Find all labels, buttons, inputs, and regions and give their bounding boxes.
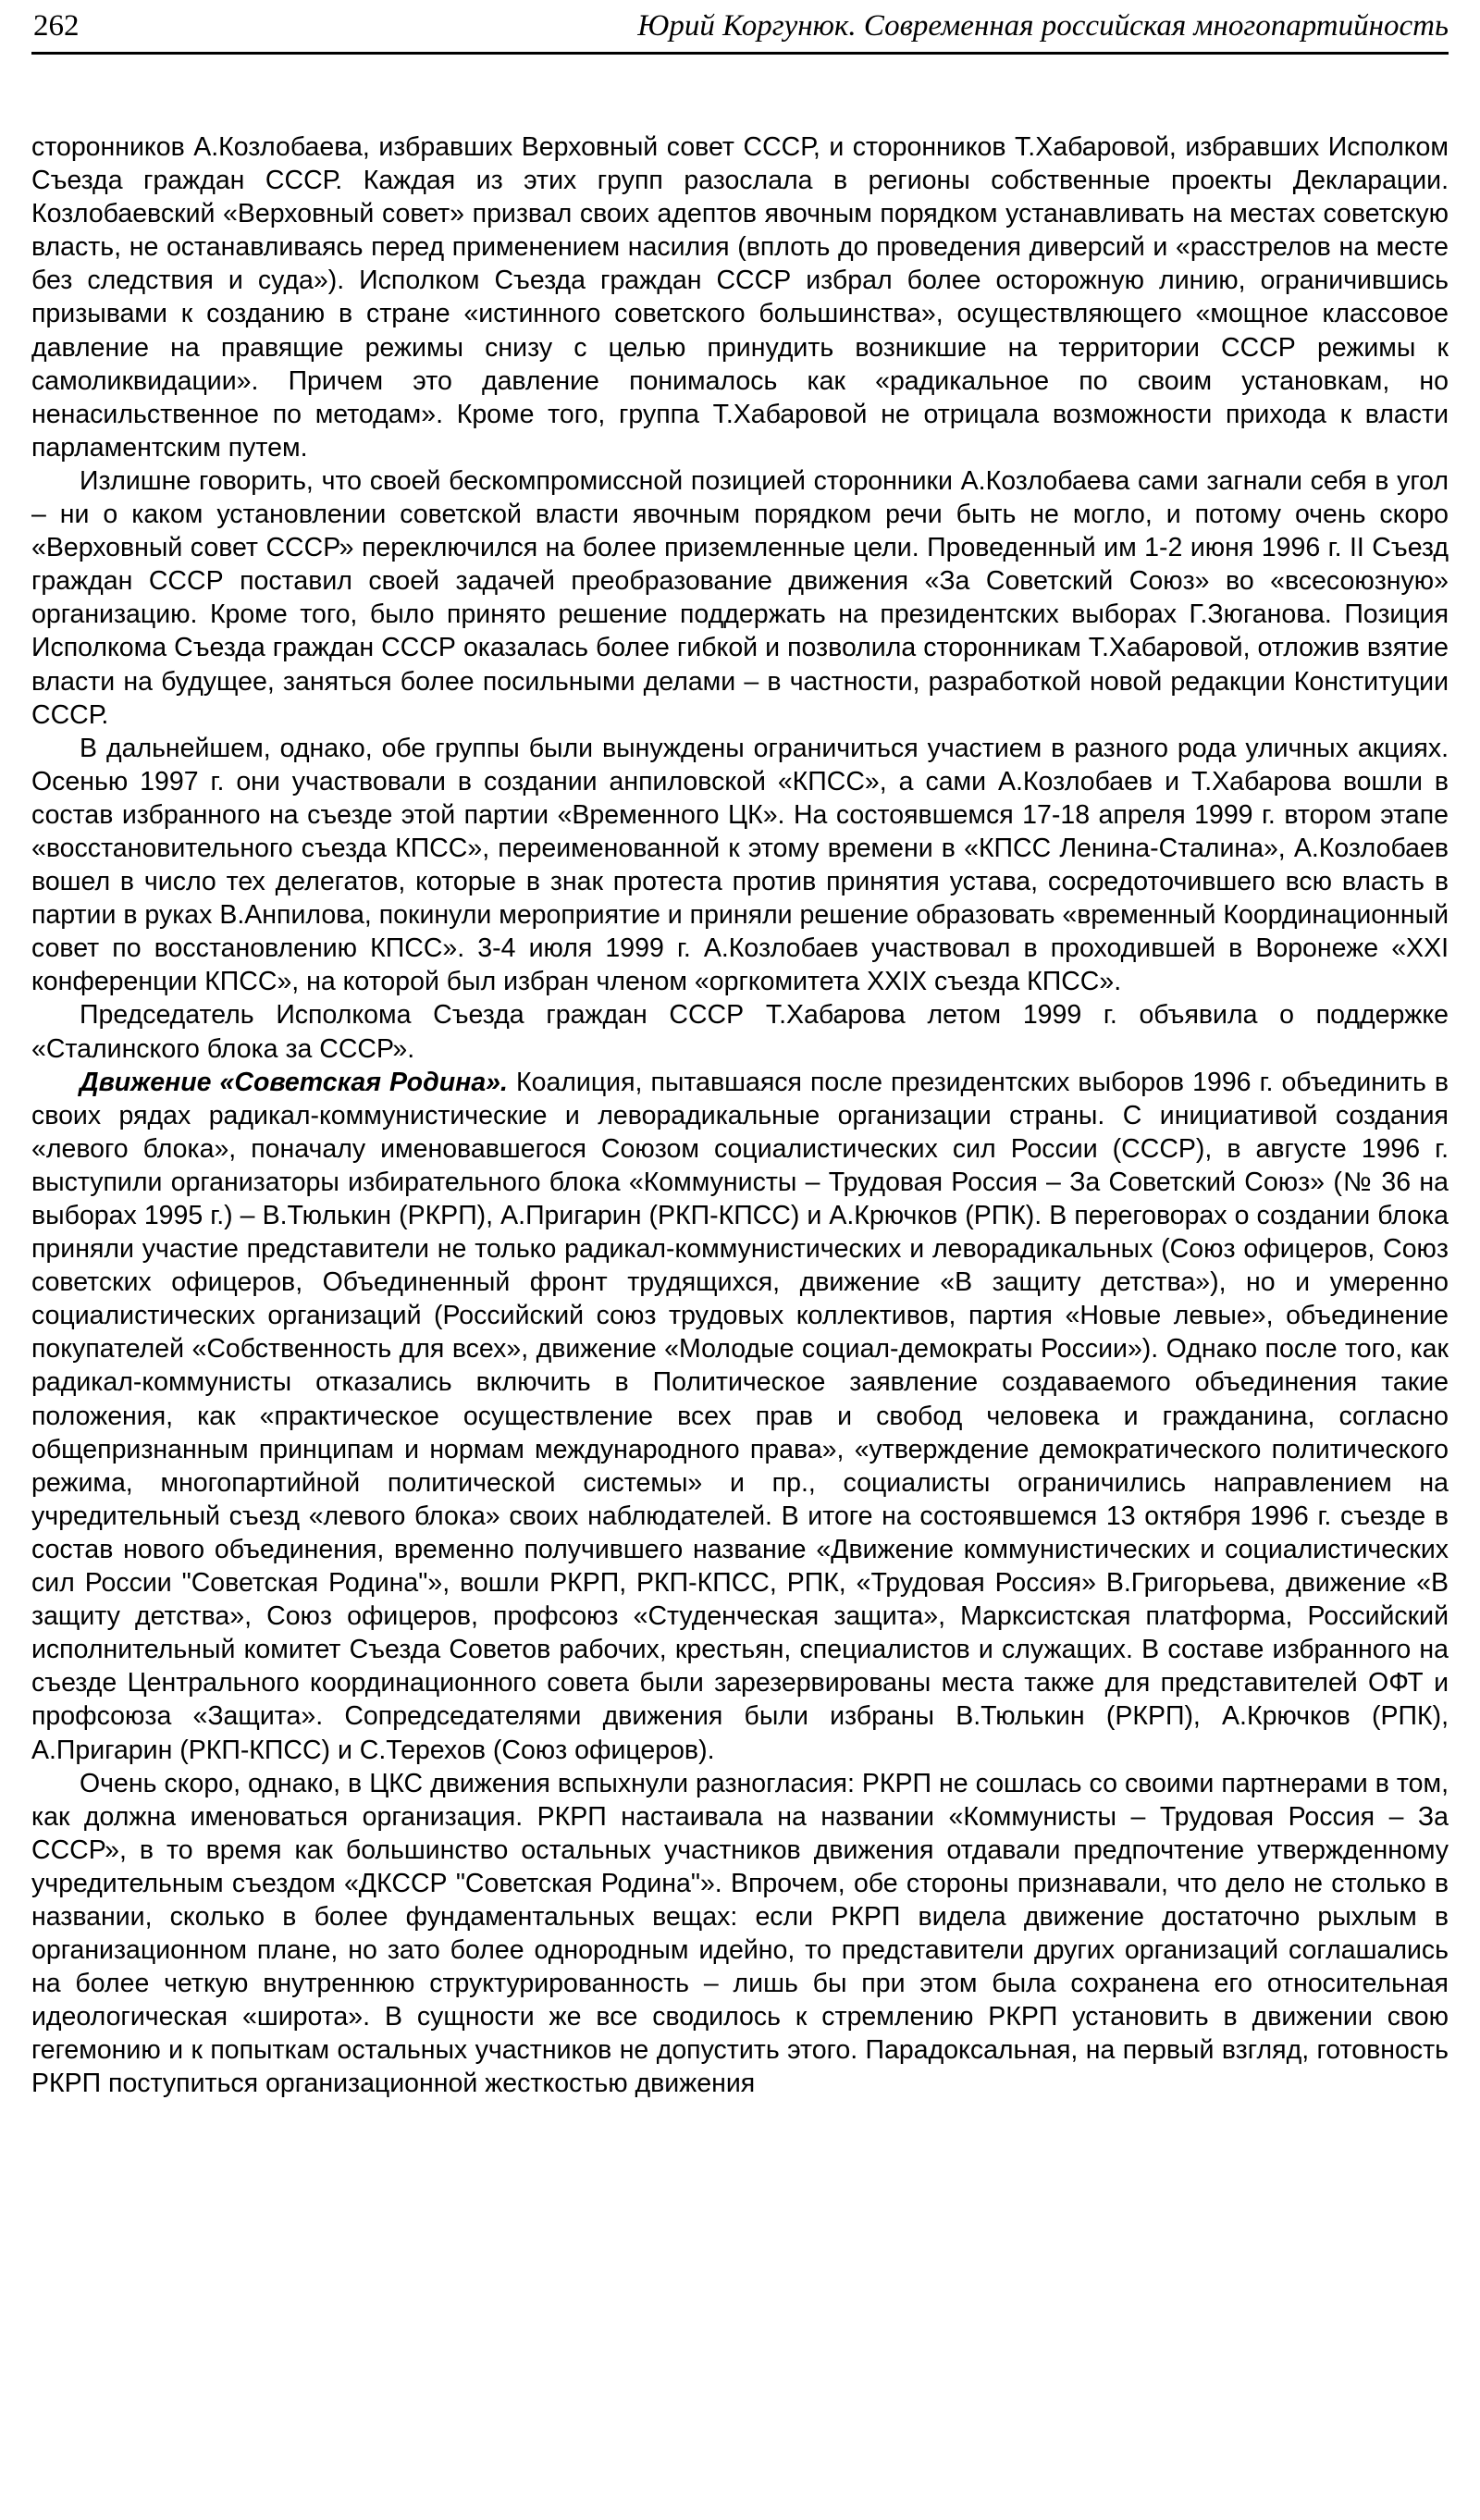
paragraph-3 (31, 732, 1449, 999)
document-page (31, 7, 1449, 2101)
section-heading: Движение «Советская Родина». (80, 1067, 508, 1097)
paragraph-5 (31, 1066, 1449, 1767)
paragraph-6 (31, 1767, 1449, 2101)
running-title: Юрий Коргунюк. Современная российская многопартийность (637, 9, 1449, 43)
paragraph-1 (31, 130, 1449, 464)
paragraph-4-text: Председатель Исполкома Съезда граждан СССР Т.Хабарова летом 1999 г. объявила о поддержке «Сталинского блока за СССР». (31, 1000, 1449, 1064)
paragraph-5-text: Коалиция, пытавшаяся после президентских выборов 1996 г. объединить в своих рядах радикал-коммунистические и леворадикальные организации страны. С инициативой создания «левого блока», поначалу именовавшегося Союзом социалистических сил России (СССР), в августе 1996 г. выступили организаторы избирательного блока «Коммунисты – Трудовая Россия – За Советский Союз» (№ 36 на выборах 1995 г.) – В.Тюлькин (РКРП), А.Пригарин (РКП-КПСС) и А.Крючков (РПК). В переговорах о создании блока приняли участие представители не только радикал-коммунистических и леворадикальных (Союз офицеров, Союз советских офицеров, Объединенный фронт трудящихся, движение «В защиту детства»), но и умеренно социалистических организаций (Российский союз трудовых коллективов, партия «Новые левые», объединение покупателей «Собственность для всех», движение «Молодые социал-демократы России»). Однако после того, как радикал-коммунисты отказались включить в Политическое заявление создаваемого объединения такие положения, как «практическое осуществление всех прав и свобод человека и гражданина, согласно общепризнанным принципам и нормам международного права», «утверждение демократического политического режима, многопартийной политической системы» и пр., социалисты ограничились направлением на учредительный съезд «левого блока» своих наблюдателей. В итоге на состоявшемся 13 октября 1996 г. съезде в состав нового объединения, временно получившего название «Движение коммунистических и социалистических сил России "Советская Родина"», вошли РКРП, РКП-КПСС, РПК, «Трудовая Россия» В.Григорьева, движение «В защиту детства», Союз офицеров, профсоюз «Студенческая защита», Марксистская платформа, Российский исполнительный комитет Съезда Советов рабочих, крестьян, специалистов и служащих. В составе избранного на съезде Центрального координационного совета были зарезервированы места также для представителей ОФТ и профсоюза «Защита». Сопредседателями движения были избраны В.Тюлькин (РКРП), А.Крючков (РПК), А.Пригарин (РКП-КПСС) и С.Терехов (Союз офицеров). (31, 1067, 1449, 1765)
paragraph-3-text: В дальнейшем, однако, обе группы были вынуждены ограничиться участием в разного рода уличных акциях. Осенью 1997 г. они участвовали в создании анпиловской «КПСС», а сами А.Козлобаев и Т.Хабарова вошли в состав избранного на съезде этой партии «Временного ЦК». На состоявшемся 17-18 апреля 1999 г. втором этапе «восстановительного съезда КПСС», переименованной к этому времени в «КПСС Ленина-Сталина», А.Козлобаев вошел в число тех делегатов, которые в знак протеста против принятия устава, сосредоточившего всю власть в партии в руках В.Анпилова, покинули мероприятие и приняли решение образовать «временный Координационный совет по восстановлению КПСС». 3-4 июля 1999 г. А.Козлобаев участвовал в проходившей в Воронеже «XXI конференции КПСС», на которой был избран членом «оргкомитета XXIX съезда КПСС». (31, 733, 1449, 997)
page-number: 262 (33, 9, 80, 43)
paragraph-4 (31, 998, 1449, 1065)
paragraph-6-text: Очень скоро, однако, в ЦКС движения вспыхнули разногласия: РКРП не сошлась со своими партнерами в том, как должна именоваться организация. РКРП настаивала на названии «Коммунисты – Трудовая Россия – За СССР», в то время как большинство остальных участников движения отдавали предпочтение утвержденному учредительным съездом «ДКССР "Советская Родина"». Впрочем, обе стороны признавали, что дело не столько в названии, сколько в более фундаментальных вещах: если РКРП видела движение достаточно рыхлым в организационном плане, но зато более однородным идейно, то представители других организаций соглашались на более четкую внутреннюю структурированность – лишь бы при этом была сохранена его относительная идеологическая «широта». В сущности же все сводилось к стремлению РКРП установить в движении свою гегемонию и к попыткам остальных участников не допустить этого. Парадоксальная, на первый взгляд, готовность РКРП поступиться организационной жесткостью движения (31, 1768, 1449, 2099)
paragraph-1-text: сторонников А.Козлобаева, избравших Верховный совет СССР, и сторонников Т.Хабаровой, избравших Исполком Съезда граждан СССР. Каждая из этих групп разослала в регионы собственные проекты Декларации. Козлобаевский «Верховный совет» призвал своих адептов явочным порядком устанавливать на местах советскую власть, не останавливаясь перед применением насилия (вплоть до проведения диверсий и «расстрелов на месте без следствия и суда»). Исполком Съезда граждан СССР избрал более осторожную линию, ограничившись призывами к созданию в стране «истинного советского большинства», осуществляющего «мощное классовое давление на правящие режимы снизу с целью принудить возникшие на территории СССР режимы к самоликвидации». Причем это давление понималось как «радикальное по своим установкам, но ненасильственное по методам». Кроме того, группа Т.Хабаровой не отрицала возможности прихода к власти парламентским путем. (31, 132, 1449, 463)
paragraph-2 (31, 464, 1449, 732)
body-text (31, 130, 1449, 2101)
page-header (31, 7, 1449, 55)
paragraph-2-text: Излишне говорить, что своей бескомпромиссной позицией сторонники А.Козлобаева сами загнали себя в угол – ни о каком установлении советской власти явочным порядком речи быть не могло, и потому очень скоро «Верховный совет СССР» переключился на более приземленные цели. Проведенный им 1-2 июня 1996 г. II Съезд граждан СССР поставил своей задачей преобразование движения «За Советский Союз» во «всесоюзную» организацию. Кроме того, было принято решение поддержать на президентских выборах Г.Зюганова. Позиция Исполкома Съезда граждан СССР оказалась более гибкой и позволила сторонникам Т.Хабаровой, отложив взятие власти на будущее, заняться более посильными делами – в частности, разработкой новой редакции Конституции СССР. (31, 465, 1449, 730)
